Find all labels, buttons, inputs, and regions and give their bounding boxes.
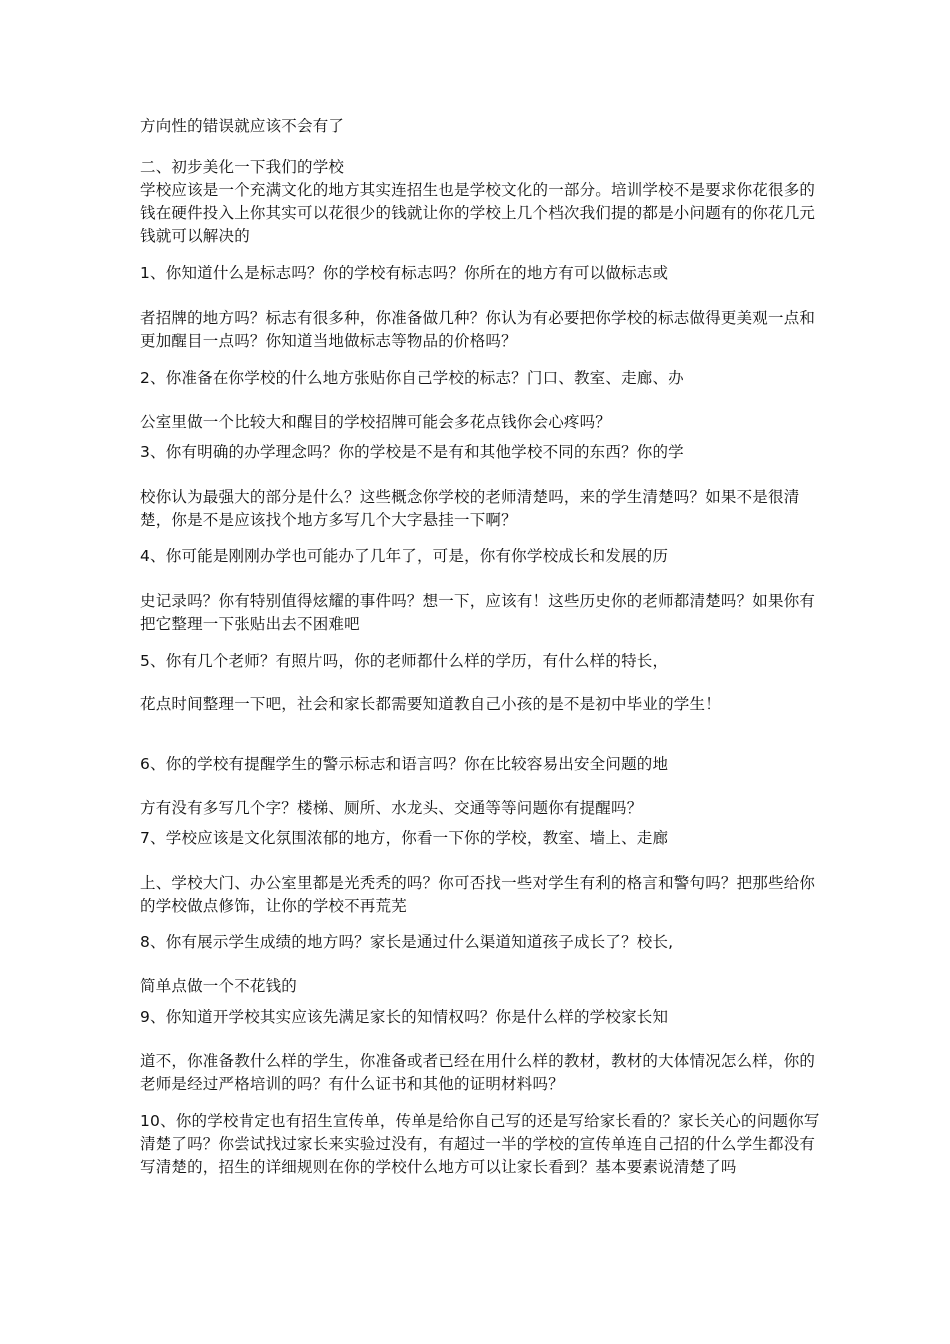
item-6-continuation: 方有没有多写几个字？楼梯、厕所、水龙头、交通等等问题你有提醒吗？ bbox=[140, 799, 643, 817]
item-3-first-line: 3、你有明确的办学理念吗？你的学校是不是有和其他学校不同的东西？你的学 bbox=[140, 443, 684, 461]
item-9-continuation: 道不，你准备教什么样的学生，你准备或者已经在用什么样的教材，教材的大体情况怎么样，你的老师是经过严格培训的吗？有什么证书和其他的证明材料吗？ bbox=[140, 1052, 816, 1093]
item-7-first-line: 7、学校应该是文化氛围浓郁的地方，你看一下你的学校，教室、墙上、走廊 bbox=[140, 829, 669, 847]
item-2-first-line: 2、你准备在你学校的什么地方张贴你自己学校的标志？门口、教室、走廊、办 bbox=[140, 369, 684, 387]
item-7-continuation: 上、学校大门、办公室里都是光秃秃的吗？你可否找一些对学生有利的格言和警句吗？把那些给你的学校做点修饰，让你的学校不再荒芜 bbox=[140, 874, 816, 915]
item-1-first-line: 1、你知道什么是标志吗？你的学校有标志吗？你所在的地方有可以做标志或 bbox=[140, 264, 669, 282]
item-4-first-line: 4、你可能是刚刚办学也可能办了几年了，可是，你有你学校成长和发展的历 bbox=[140, 547, 669, 565]
paragraph-continuation-1: 方向性的错误就应该不会有了 bbox=[140, 117, 345, 135]
section-heading: 二、初步美化一下我们的学校 bbox=[140, 158, 345, 176]
item-6-first-line: 6、你的学校有提醒学生的警示标志和语言吗？你在比较容易出安全问题的地 bbox=[140, 755, 669, 773]
section-intro-paragraph: 学校应该是一个充满文化的地方其实连招生也是学校文化的一部分。培训学校不是要求你花很多的钱在硬件投入上你其实可以花很少的钱就让你的学校上几个档次我们提的都是小问题有的你花几元钱就可以解决的 bbox=[140, 181, 816, 245]
item-5-first-line: 5、你有几个老师？有照片吗，你的老师都什么样的学历，有什么样的特长， bbox=[140, 652, 669, 670]
item-3-continuation: 校你认为最强大的部分是什么？这些概念你学校的老师清楚吗，来的学生清楚吗？如果不是很清楚，你是不是应该找个地方多写几个大字悬挂一下啊？ bbox=[140, 488, 800, 529]
item-9-first-line: 9、你知道开学校其实应该先满足家长的知情权吗？你是什么样的学校家长知 bbox=[140, 1008, 669, 1026]
item-8-continuation: 简单点做一个不花钱的 bbox=[140, 977, 298, 995]
item-1-continuation: 者招牌的地方吗？标志有很多种，你准备做几种？你认为有必要把你学校的标志做得更美观一点和更加醒目一点吗？你知道当地做标志等物品的价格吗？ bbox=[140, 309, 816, 350]
item-10-paragraph: 10、你的学校肯定也有招生宣传单，传单是给你自己写的还是写给家长看的？家长关心的问题你写清楚了吗？你尝试找过家长来实验过没有，有超过一半的学校的宣传单连自己招的什么学生都没有写清楚的，招生的详细规则在你的学校什么地方可以让家长看到？基本要素说清楚了吗 bbox=[140, 1112, 820, 1176]
item-4-continuation: 史记录吗？你有特别值得炫耀的事件吗？想一下，应该有！这些历史你的老师都清楚吗？如果你有把它整理一下张贴出去不困难吧 bbox=[140, 592, 816, 633]
item-8-first-line: 8、你有展示学生成绩的地方吗？家长是通过什么渠道知道孩子成长了？校长, bbox=[140, 933, 674, 951]
item-2-continuation: 公室里做一个比较大和醒目的学校招牌可能会多花点钱你会心疼吗？ bbox=[140, 413, 612, 431]
item-5-continuation: 花点时间整理一下吧，社会和家长都需要知道教自己小孩的是不是初中毕业的学生！ bbox=[140, 695, 721, 713]
